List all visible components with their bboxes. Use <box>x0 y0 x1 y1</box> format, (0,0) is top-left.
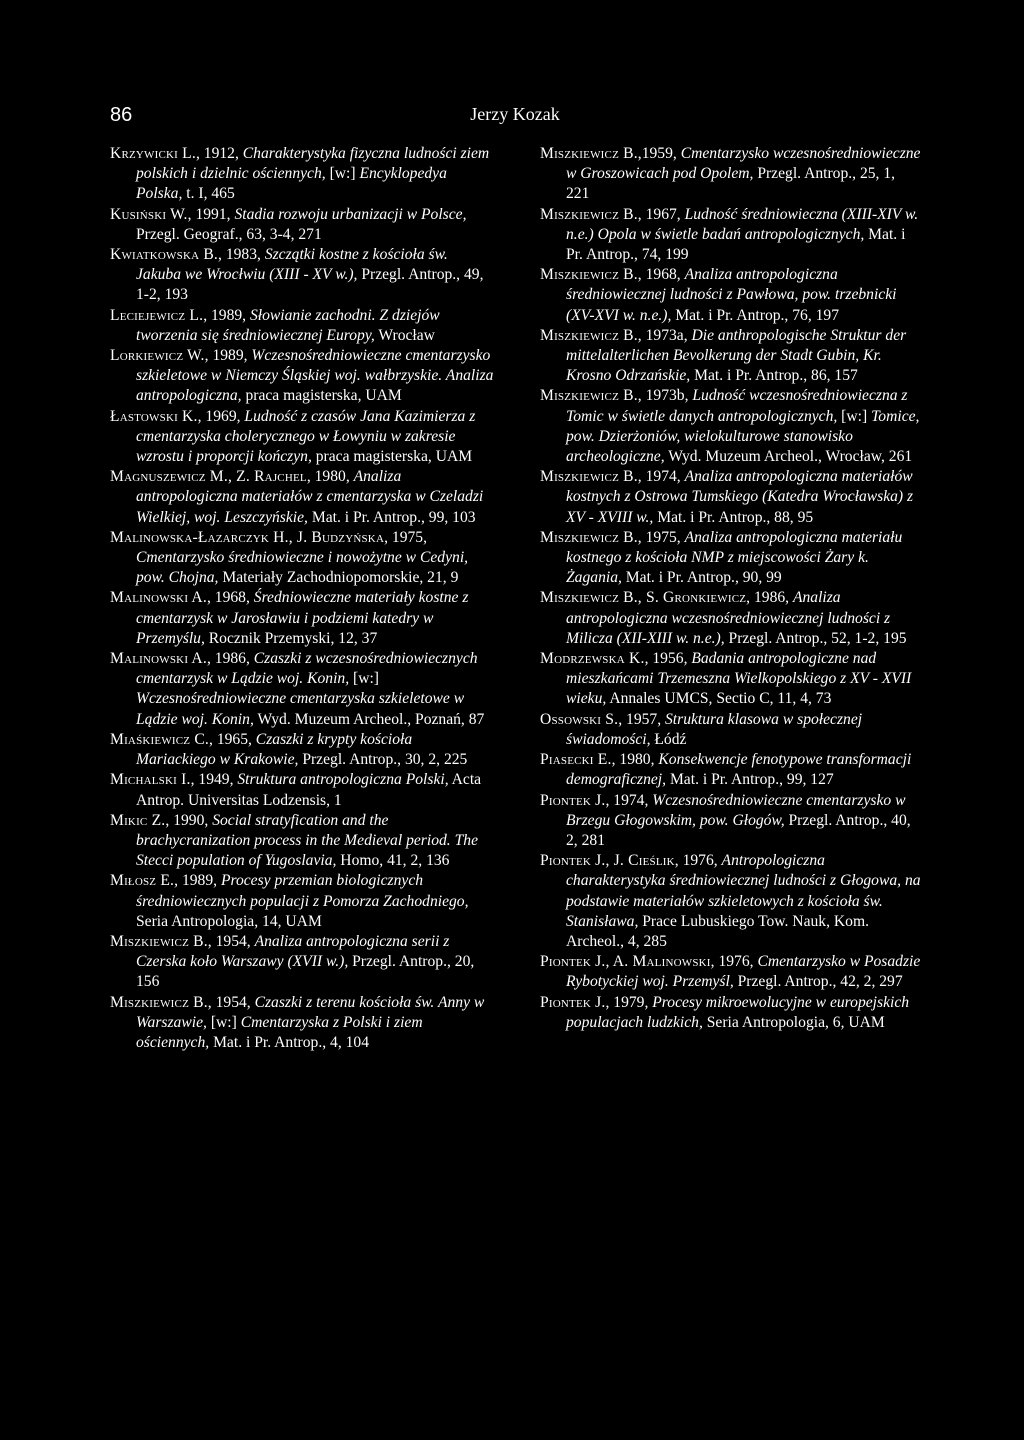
reference-year: , 1975, <box>637 528 685 546</box>
reference-author: Modrzewska K. <box>540 650 645 668</box>
reference-publication: Mat. i Pr. Antrop., 4, 104 <box>209 1033 370 1051</box>
reference-year: , 1957, <box>618 710 665 728</box>
reference-book-title: Tomice, pow. Dzierżoniów, wielokulturowe stanowisko archeologiczne, <box>566 407 920 466</box>
reference-publication: Wyd. Muzeum Archeol., Poznań, 87 <box>253 710 485 728</box>
reference-entry <box>110 811 495 872</box>
reference-entry <box>110 144 495 205</box>
reference-title: Konsekwencje fenotypowe transformacji demograficznej, <box>566 751 912 789</box>
reference-title: Charakterystyka fizyczna ludności ziem polskich i dzielnic ościennych, <box>136 145 490 183</box>
reference-author: Łastowski K. <box>110 407 198 425</box>
reference-entry <box>540 386 922 467</box>
reference-title: Analiza antropologiczna materiałów z cmentarzyska w Czeladzi Wielkiej, woj. Leszczyńskie, <box>136 468 484 526</box>
reference-year: , 1990, <box>165 811 213 829</box>
reference-title: Czaszki z wczesnośredniowiecznych cmentarzysk w Lądzie woj. Konin, <box>136 650 478 688</box>
reference-entry <box>110 649 495 730</box>
reference-entry <box>540 851 922 952</box>
reference-author: Miłosz E. <box>110 872 175 890</box>
reference-entry <box>540 528 922 589</box>
reference-entry <box>110 770 495 810</box>
reference-author: Miszkiewicz B., S. Gronkiewicz <box>540 589 747 607</box>
reference-year: , 1975, <box>384 528 427 546</box>
reference-year: , 1979, <box>605 993 653 1011</box>
reference-year: , 1983, <box>218 246 265 264</box>
reference-entry <box>110 346 495 407</box>
reference-author: Miszkiewicz B. <box>540 528 638 546</box>
reference-entry <box>540 993 922 1033</box>
reference-source: Mat. i Pr. Antrop., 86, 157 <box>690 367 858 385</box>
reference-year: , 1973b, <box>637 387 693 405</box>
references-left-column <box>110 144 495 1053</box>
reference-source: Homo, 41, 2, 136 <box>336 852 450 870</box>
reference-book-title: Encyklopedya Polska, <box>136 165 447 203</box>
reference-year: , 1956, <box>644 650 692 668</box>
reference-source: Przegl. Antrop., 30, 2, 225 <box>298 751 468 769</box>
reference-source: Wrocław <box>374 326 435 344</box>
reference-author: Piasecki E. <box>540 751 612 769</box>
reference-author: Miszkiewicz B. <box>110 932 208 950</box>
reference-title: Cmentarzysko w Posadzie Rybotyckiej woj. Przemyśl, <box>566 953 921 991</box>
reference-entry <box>540 588 922 649</box>
reference-author: Piontek J., J. Cieślik <box>540 852 675 870</box>
reference-entry <box>540 265 922 326</box>
reference-entry <box>540 952 922 992</box>
reference-publication: t. I, 465 <box>182 185 235 203</box>
reference-source: Mat. i Pr. Antrop., 99, 103 <box>307 508 476 526</box>
reference-title: Struktura klasowa w społecznej świadomości, <box>566 710 863 748</box>
reference-title: Wczesnośredniowieczne cmentarzysko w Brzegu Głogowskim, pow. Głogów, <box>566 791 906 829</box>
reference-book-title: Wczesnośredniowieczne cmentarzyska szkieletowe w Lądzie woj. Konin, <box>136 690 465 728</box>
reference-title: Antropologiczna charakterystyka średniowiecznej ludności z Głogowa, na podstawie materiałów szkieletowych z kościoła św. Stanisława, <box>566 852 921 930</box>
reference-title: Analiza antropologiczna materiału kostnego z kościoła NMP z miejscowości Żary k. Żagania, <box>566 528 903 587</box>
reference-source: Przegl. Antrop., 52, 1-2, 195 <box>724 629 907 647</box>
reference-year: , 1968, <box>637 266 685 284</box>
reference-entry <box>540 710 922 750</box>
reference-year: , 1954, <box>207 932 255 950</box>
reference-source: Mat. i Pr. Antrop., 76, 197 <box>671 306 840 324</box>
reference-source: Mat. i Pr. Antrop., 99, 127 <box>666 771 834 789</box>
reference-author: Piontek J. <box>540 791 606 809</box>
reference-book-title: Cmentarzyska z Polski i ziem ościennych, <box>136 1013 423 1051</box>
reference-author: Kusiński W. <box>110 205 188 223</box>
reference-year: , 1980, <box>306 468 354 486</box>
reference-source: Acta Antrop. Universitas Lodzensis, 1 <box>136 771 482 809</box>
reference-title: Szczątki kostne z kościoła św. Jakuba we Wrocłwiu (XIII - XV w.), <box>136 246 448 284</box>
reference-source: Mat. i Pr. Antrop., 90, 99 <box>621 569 782 587</box>
reference-source: Seria Antropologia, 14, UAM <box>136 912 322 930</box>
reference-title: Badania antropologiczne nad mieszkańcami Trzemeszna Wielkopolskiego z XV - XVII wieku, <box>566 650 912 708</box>
reference-source: Przegl. Geograf., 63, 3-4, 271 <box>136 225 322 243</box>
reference-source: Przegl. Antrop., 49, 1-2, 193 <box>136 266 484 304</box>
reference-entry <box>110 528 495 589</box>
reference-author: Piontek J. <box>540 993 606 1011</box>
reference-title: Czaszki z krypty kościoła Mariackiego w Krakowie, <box>136 730 413 769</box>
reference-title: Stadia rozwoju urbanizacji w Polsce, <box>234 205 467 223</box>
reference-year: , 1986, <box>206 650 254 668</box>
reference-entry <box>540 326 922 387</box>
reference-year: , 1989, <box>174 872 221 890</box>
reference-source: [w:] <box>837 407 872 425</box>
reference-year: , 1991, <box>187 205 235 223</box>
reference-author: Miaśkiewicz C. <box>110 730 210 748</box>
reference-year: , 1949, <box>190 771 238 789</box>
reference-source: Prace Lubuskiego Tow. Nauk, Kom. Archeol., 4, 285 <box>566 912 869 950</box>
reference-author: Malinowska-Łazarczyk H., J. Budzyńska <box>110 528 385 546</box>
reference-entry <box>540 649 922 710</box>
running-head: Jerzy Kozak <box>470 104 560 124</box>
reference-title: Ludność średniowieczna (XIII-XIV w. n.e.) Opola w świetle badań antropologicznych, <box>566 205 919 243</box>
page-number: 86 <box>110 104 133 126</box>
reference-source: Mat. i Pr. Antrop., 74, 199 <box>566 225 906 264</box>
reference-title: Czaszki z terenu kościoła św. Anny w Warszawie, <box>136 993 485 1031</box>
reference-title: Social stratyfication and the brachycranization process in the Medieval period. The Stecci population of Yugoslavia, <box>136 811 478 870</box>
reference-title: Analiza antropologiczna materiałów kostnych z Ostrowa Tumskiego (Katedra Wrocławska) z XV - XVIII w., <box>566 468 914 526</box>
reference-entry <box>110 467 495 528</box>
reference-author: Miszkiewicz B. <box>540 205 638 223</box>
reference-entry <box>110 730 495 770</box>
reference-source: praca magisterska, UAM <box>311 448 473 466</box>
reference-source: Przegl. Antrop., 20, 156 <box>136 953 475 991</box>
references-right-column <box>540 144 922 1033</box>
reference-author: Malinowski A. <box>110 650 207 668</box>
reference-source: Mat. i Pr. Antrop., 88, 95 <box>653 508 814 526</box>
reference-author: Miszkiewicz B. <box>540 468 638 486</box>
reference-author: Miszkiewicz B. <box>110 993 208 1011</box>
reference-author: Malinowski A. <box>110 589 207 607</box>
reference-source: Przegl. Antrop., 42, 2, 297 <box>733 973 903 991</box>
reference-title: Analiza antropologiczna średniowiecznej ludności z Pawłowa, pow. trzebnicki (XV-XVI w. n.e.), <box>566 266 897 324</box>
reference-title: Cmentarzysko średniowieczne i nowożytne w Cedyni, pow. Chojna, <box>136 549 469 587</box>
reference-author: Piontek J., A. Malinowski <box>540 953 711 971</box>
reference-year: , 1965, <box>209 730 256 748</box>
page-header <box>110 104 920 132</box>
reference-year: , 1986, <box>746 589 793 607</box>
reference-year: , 1967, <box>637 205 685 223</box>
reference-year: , 1974, <box>637 468 685 486</box>
reference-author: Miszkiewicz B. <box>540 266 638 284</box>
reference-author: Magnuszewicz M., Z. Rajchel <box>110 468 307 486</box>
reference-author: Leciejewicz L. <box>110 306 204 324</box>
reference-entry <box>540 467 922 528</box>
reference-entry <box>110 407 495 468</box>
reference-source: Przegl. Antrop., 40, 2, 281 <box>566 811 911 849</box>
reference-year: , 1976, <box>710 953 758 971</box>
reference-source: Annales UMCS, Sectio C, 11, 4, 73 <box>606 690 832 708</box>
reference-source: Seria Antropologia, 6, UAM <box>702 1013 885 1031</box>
reference-entry <box>110 993 495 1054</box>
reference-source: praca magisterska, UAM <box>241 387 402 405</box>
reference-entry <box>540 791 922 852</box>
reference-source: [w:] <box>206 1013 241 1031</box>
reference-author: Krzywicki L. <box>110 145 196 162</box>
reference-year: , 1912, <box>195 145 243 162</box>
reference-title: Ludność z czasów Jana Kazimierza z cmentarzyska cholerycznego w Łowyniu w zakresie wzrostu i proporcji kończyn, <box>136 407 476 466</box>
reference-year: , 1954, <box>207 993 255 1011</box>
reference-source: Rocznik Przemyski, 12, 37 <box>204 629 378 647</box>
reference-year: , 1969, <box>197 407 245 425</box>
reference-author: Miszkiewicz B. <box>540 387 638 405</box>
reference-entry <box>110 932 495 993</box>
reference-author: Miszkiewicz B. <box>540 145 638 162</box>
reference-title: Die anthropologische Struktur der mittelalterlichen Bevolkerung der Stadt Gubin, Kr. Krosno Odrzańskie, <box>566 326 907 385</box>
reference-author: Michalski I. <box>110 771 191 789</box>
reference-title: Struktura antropologiczna Polski, <box>237 771 449 789</box>
reference-title: Ludność wczesnośredniowieczna z Tomic w świetle danych antropologicznych, <box>566 387 908 425</box>
reference-author: Kwiatkowska B. <box>110 246 219 264</box>
reference-title: Średniowieczne materiały kostne z cmentarzysk w Jarosławiu i podziemi katedry w Przemyślu, <box>136 589 469 647</box>
reference-year: , 1974, <box>605 791 653 809</box>
reference-source: [w:] <box>325 165 360 183</box>
reference-entry <box>110 306 495 346</box>
reference-author: Miszkiewicz B. <box>540 326 638 344</box>
reference-title: Wczesnośredniowieczne cmentarzysko szkieletowe w Niemczy Śląskiej woj. wałbrzyskie. Analiza antropologiczna, <box>136 347 494 405</box>
reference-source: Przegl. Antrop., 25, 1, 221 <box>566 165 896 203</box>
reference-year: , 1976, <box>674 852 722 870</box>
reference-year: ,1959, <box>637 145 681 162</box>
reference-entry <box>110 205 495 245</box>
reference-title: Cmentarzysko wczesnośredniowieczne w Groszowicach pod Opolem, <box>566 145 921 183</box>
reference-entry <box>540 144 922 205</box>
reference-title: Słowianie zachodni. Z dziejów tworzenia się średniowiecznej Europy, <box>136 306 440 344</box>
reference-author: Ossowski S. <box>540 710 619 728</box>
reference-source: Łódź <box>650 730 687 748</box>
reference-title: Analiza antropologiczna serii z Czerska koło Warszawy (XVII w.), <box>136 932 450 971</box>
reference-author: Lorkiewicz W. <box>110 347 205 365</box>
reference-year: , 1989, <box>203 306 250 324</box>
reference-entry <box>110 245 495 306</box>
reference-entry <box>540 750 922 790</box>
reference-year: , 1989, <box>204 347 252 365</box>
reference-source: Materiały Zachodniopomorskie, 21, 9 <box>218 569 459 587</box>
reference-year: , 1968, <box>206 589 254 607</box>
reference-entry <box>110 871 495 932</box>
reference-year: , 1973a, <box>637 326 692 344</box>
reference-entry <box>540 205 922 266</box>
reference-title: Procesy mikroewolucyjne w europejskich populacjach ludzkich, <box>566 993 910 1031</box>
reference-source: [w:] <box>349 670 380 688</box>
reference-publication: Wyd. Muzeum Archeol., Wrocław, 261 <box>664 448 913 466</box>
reference-title: Procesy przemian biologicznych średniowiecznych populacji z Pomorza Zachodniego, <box>136 872 469 910</box>
reference-entry <box>110 588 495 649</box>
reference-author: Mikic Z. <box>110 811 166 829</box>
reference-year: , 1980, <box>611 751 659 769</box>
reference-title: Analiza antropologiczna wczesnośredniowiecznej ludności z Milicza (XII-XIII w. n.e.), <box>566 589 891 647</box>
